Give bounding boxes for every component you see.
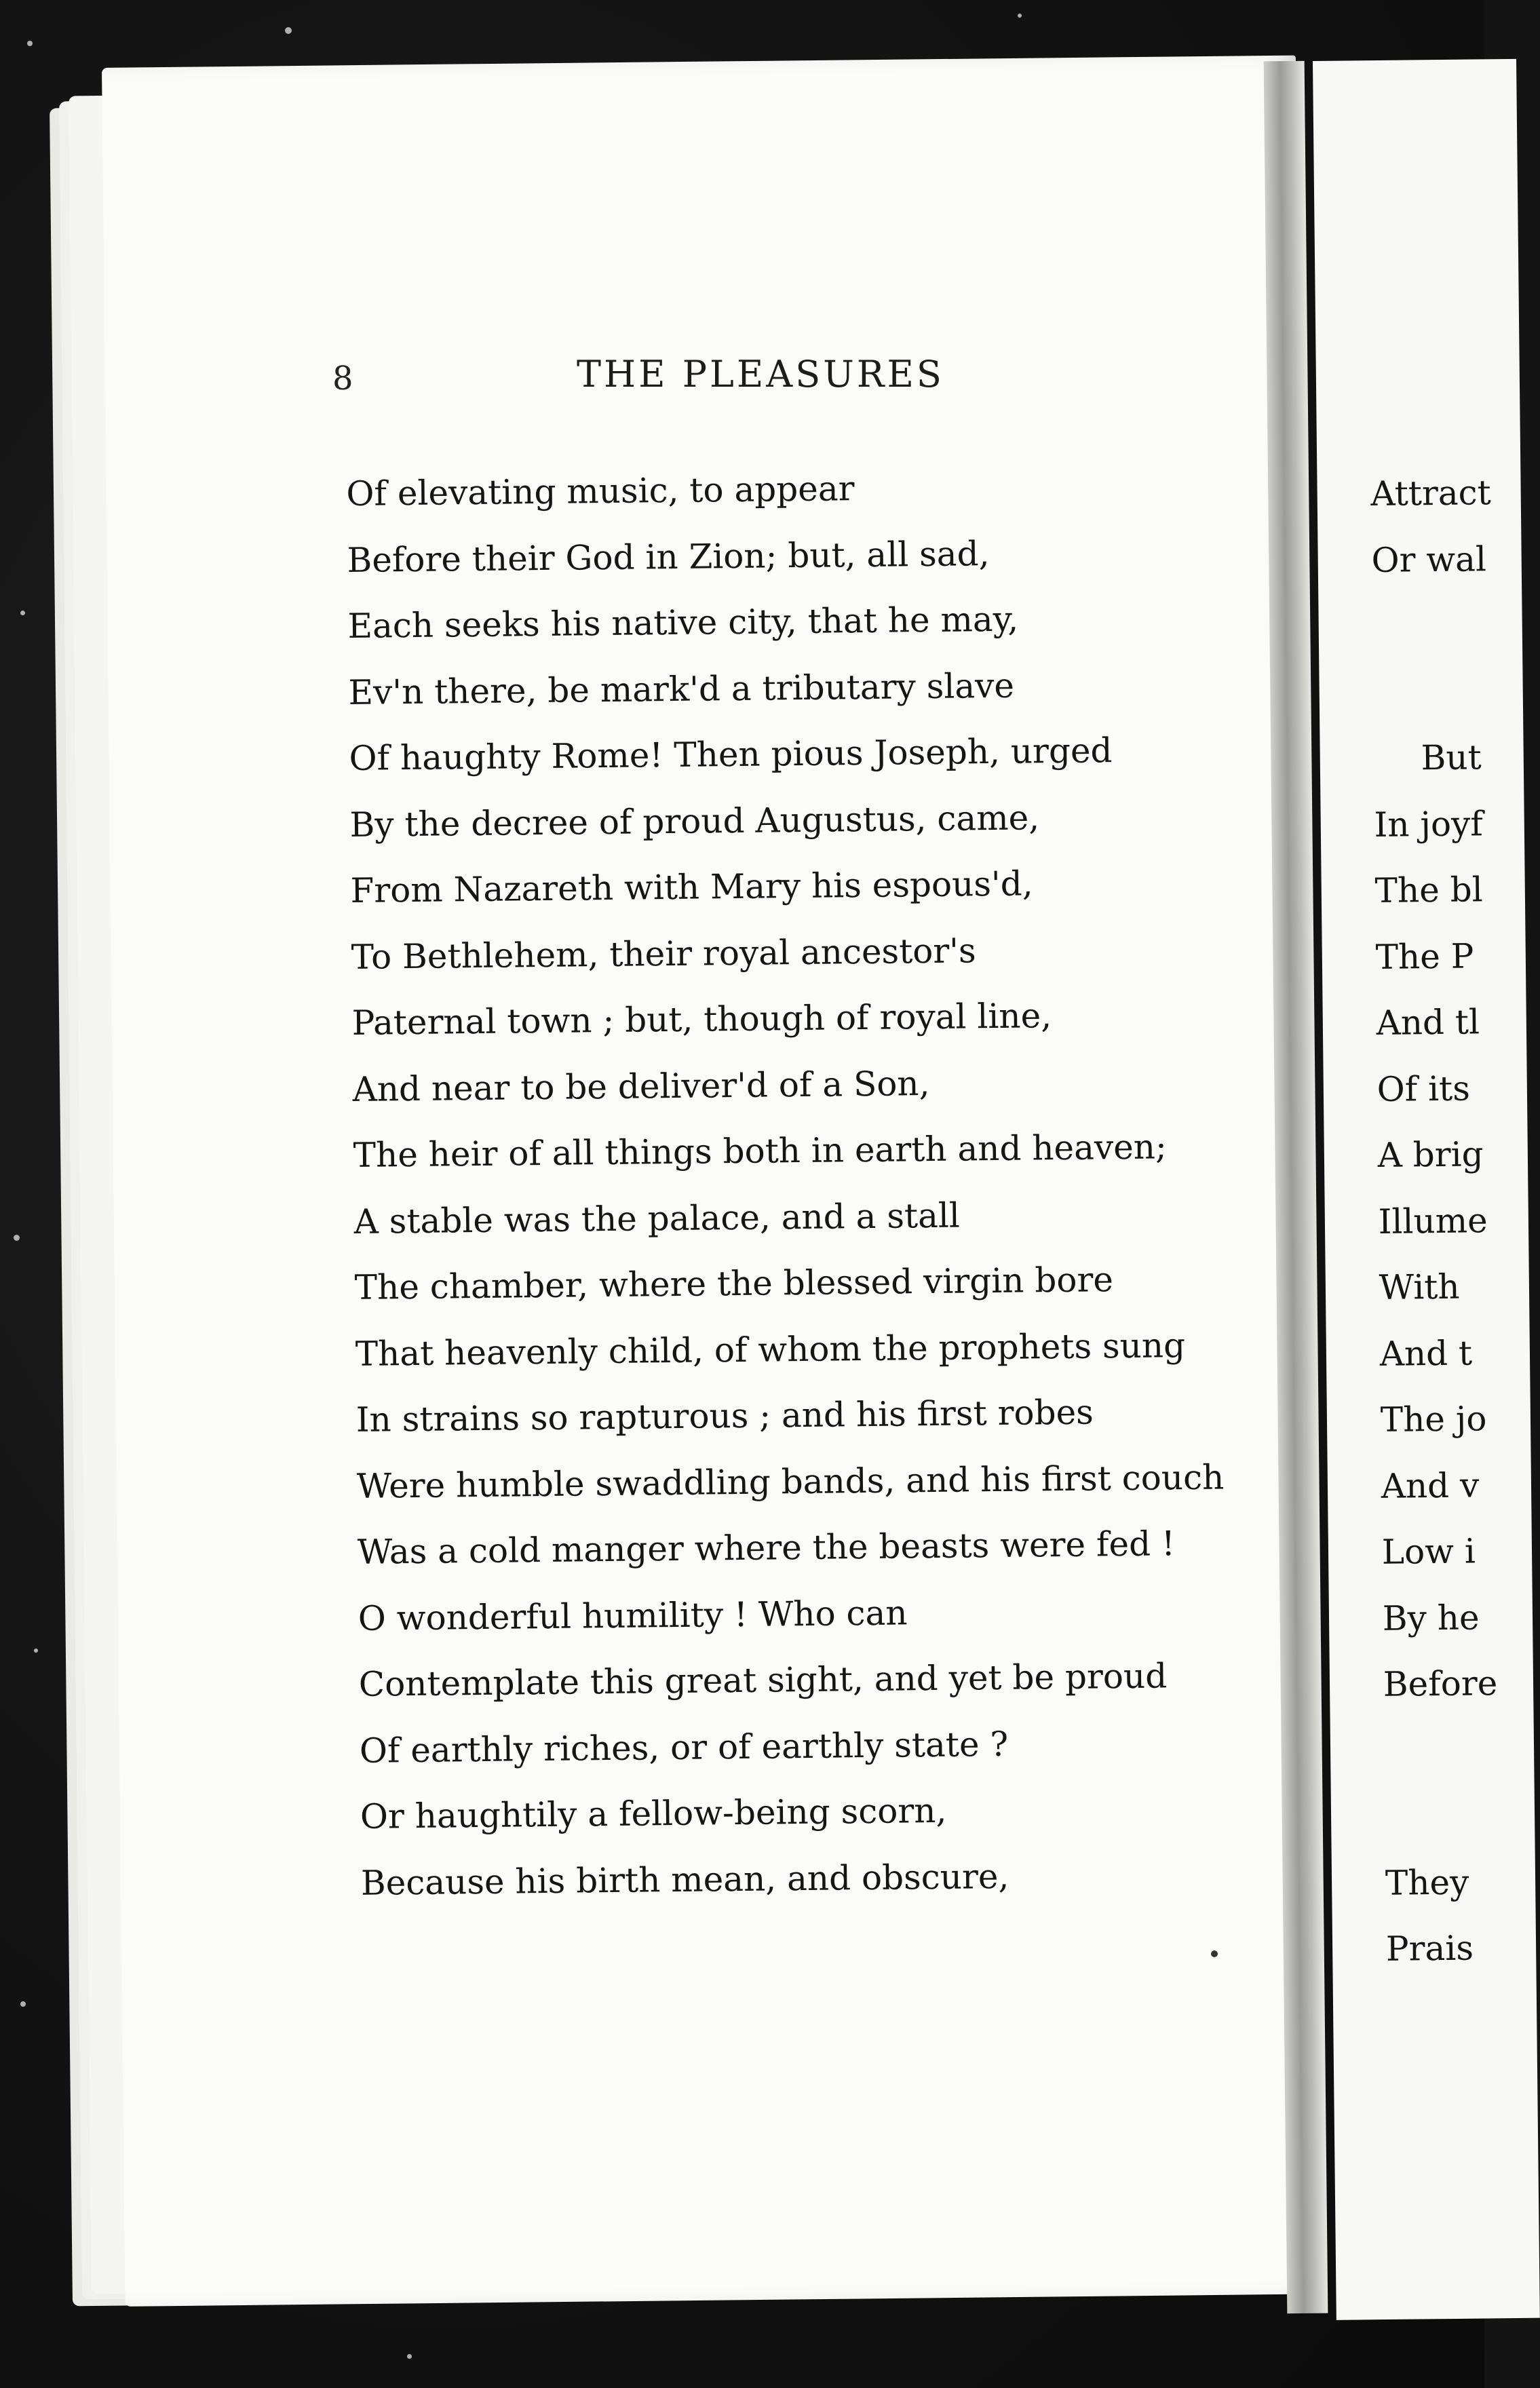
poem-line: Illume: [1378, 1200, 1488, 1241]
poem-line: Paternal town ; but, though of royal line,: [351, 996, 1052, 1043]
page-header: [237, 346, 1255, 400]
poem-line: By he: [1382, 1597, 1480, 1638]
poem-line: Because his birth mean, and obscure,: [360, 1856, 1009, 1903]
poem-line: Before their God in Zion; but, all sad,: [347, 533, 990, 580]
stanza-break: [1372, 592, 1487, 726]
poem-line: The chamber, where the blessed virgin bore: [354, 1260, 1114, 1307]
dust-speck: [1018, 14, 1022, 18]
poem-line: But: [1421, 737, 1482, 778]
poem-line: Of its: [1377, 1068, 1471, 1109]
poem-line: Or haughtily a fellow-being scorn,: [360, 1790, 947, 1836]
poem-line: The P: [1375, 936, 1474, 977]
poem-line: Contemplate this great sight, and yet be proud: [358, 1656, 1168, 1704]
dust-speck: [34, 1649, 38, 1653]
poem-line: Of earthly riches, or of earthly state ?: [359, 1724, 1009, 1771]
poem-line: And near to be deliver'd of a Son,: [352, 1063, 930, 1109]
dust-speck: [27, 41, 33, 46]
poem-line: Ev'n there, be mark'd a tributary slave: [348, 666, 1015, 712]
poem-line: The heir of all things both in earth and heaven;: [353, 1127, 1168, 1175]
poem-line: And t: [1379, 1333, 1473, 1374]
poem-line: With: [1379, 1267, 1460, 1307]
poem-line: Low i: [1381, 1531, 1476, 1572]
poem-line: Were humble swaddling bands, and his first couch: [356, 1457, 1225, 1506]
poem-line: The jo: [1380, 1399, 1487, 1440]
poem-line: A stable was the palace, and a stall: [353, 1195, 961, 1241]
poem-line: And tl: [1376, 1002, 1480, 1043]
poem-line: To Bethlehem, their royal ancestor's: [351, 930, 976, 977]
poem-line: Was a cold manger where the beasts were fed !: [357, 1524, 1176, 1572]
dust-speck: [407, 2354, 412, 2359]
page-number: 8: [332, 360, 353, 398]
running-title: THE PLEASURES: [577, 353, 944, 396]
poem-line: And v: [1381, 1465, 1480, 1506]
stanza-break: [1383, 1717, 1499, 1851]
poem-line: Or wal: [1371, 539, 1487, 580]
poem-text-left: [346, 452, 1290, 1917]
poem-line: A brig: [1377, 1134, 1484, 1175]
poem-line: By the decree of proud Augustus, came,: [349, 797, 1040, 845]
poem-line: Prais: [1385, 1928, 1474, 1969]
ink-blot: [1211, 1950, 1218, 1957]
poem-line: That heavenly child, of whom the prophets sung: [355, 1325, 1186, 1374]
dust-speck: [20, 2001, 26, 2007]
dust-speck: [20, 611, 25, 615]
dust-speck: [14, 1235, 20, 1241]
poem-line: The bl: [1374, 870, 1483, 910]
poem-line: In joyf: [1374, 803, 1484, 845]
poem-line: Of elevating music, to appear: [346, 469, 855, 514]
poem-line: Each seeks his native city, that he may,: [347, 599, 1019, 646]
poem-line: Of haughty Rome! Then pious Joseph, urged: [349, 731, 1113, 778]
poem-line: They: [1385, 1862, 1469, 1903]
poem-line: In strains so rapturous ; and his first robes: [355, 1392, 1094, 1440]
dust-speck: [285, 27, 292, 34]
poem-line: From Nazareth with Mary his espous'd,: [350, 864, 1033, 910]
poem-text-right-cropped: [1370, 460, 1500, 1982]
poem-line: Before: [1383, 1663, 1498, 1704]
poem-line: Attract: [1370, 473, 1492, 514]
poem-line: O wonderful humility ! Who can: [358, 1592, 908, 1638]
